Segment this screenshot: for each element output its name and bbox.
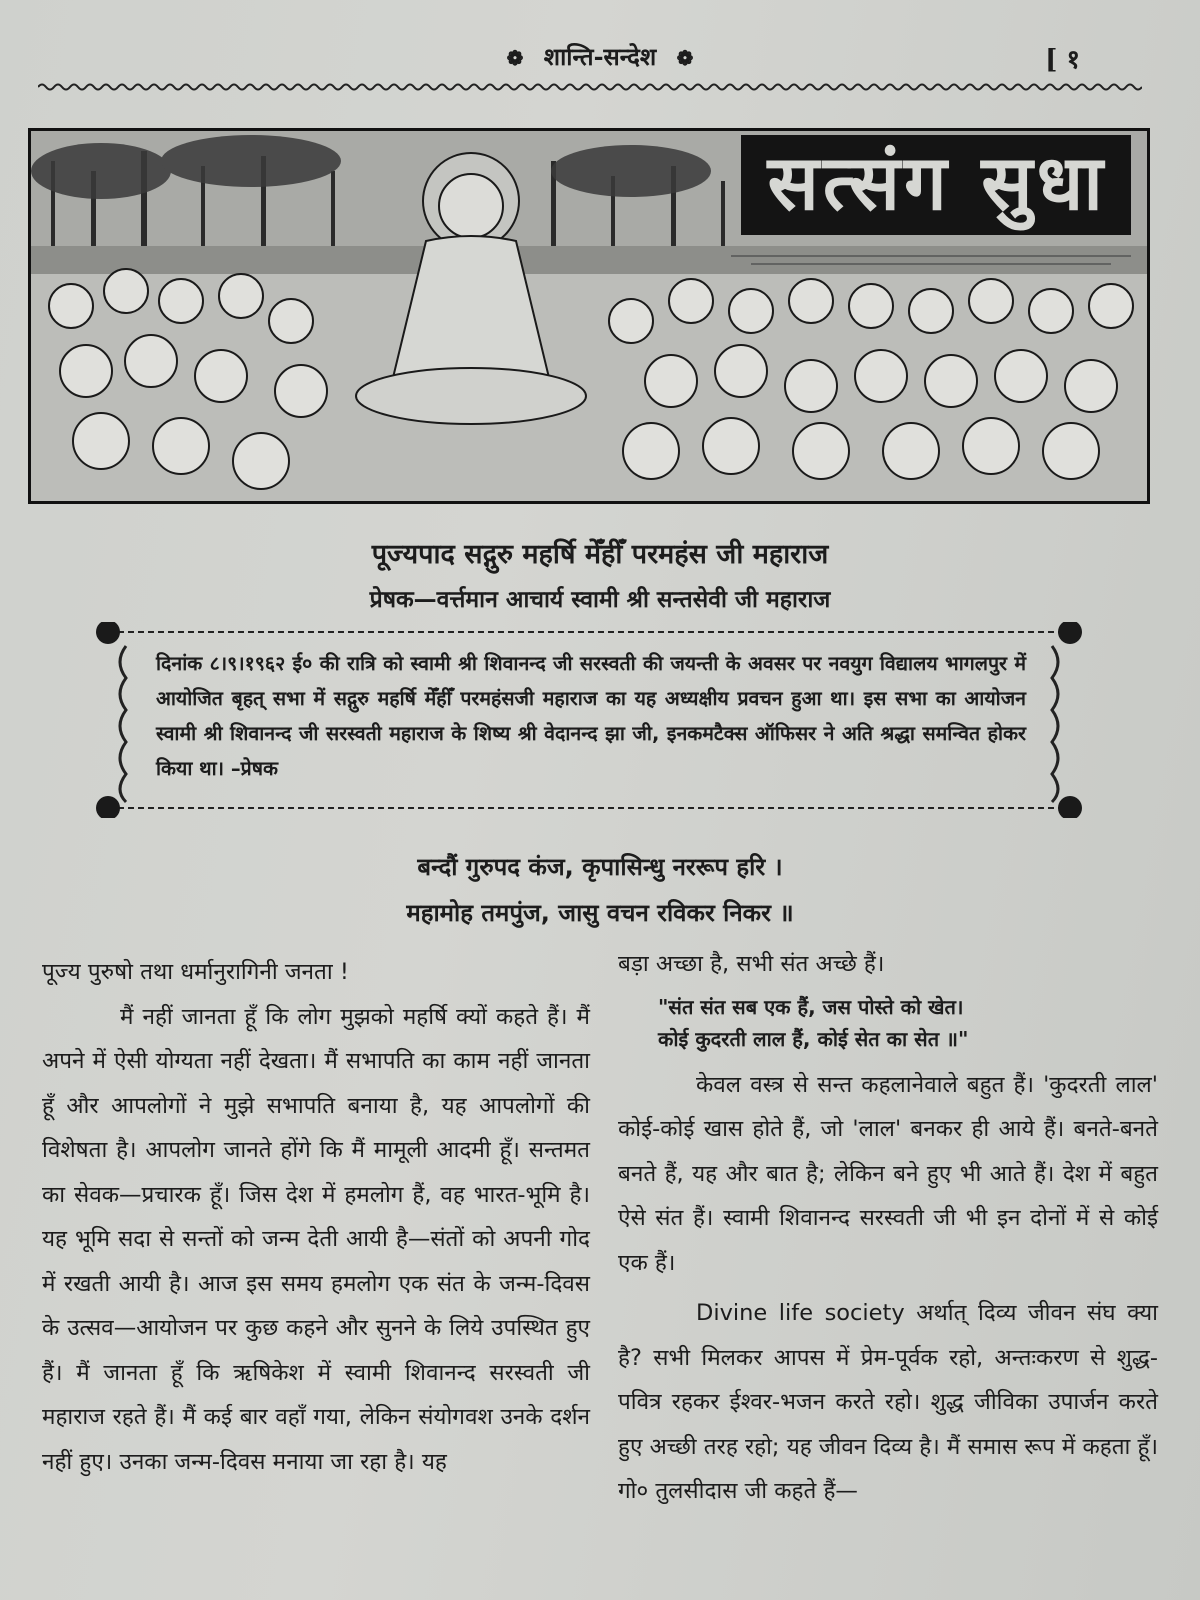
body-paragraph: मैं नहीं जानता हूँ कि लोग मुझको महर्षि क्यों कहते हैं। मैं अपने में ऐसी योग्यता नहीं देखता। मैं सभापति का काम नहीं जानता हूँ और आपलोगों ने मुझे सभापति बनाया है, यह आपलोगों की विशेषता है। आपलोग जानते होंगे कि मैं मामूली आदमी हूँ। सन्तमत का सेवक—प्रचारक हूँ। जिस देश में हमलोग हैं, वह भारत-भूमि है। यह भूमि सदा से सन्तों को जन्म देती आयी है—संतों को अपनी गोद में रखती आयी है। आज इस समय हमलोग एक संत के जन्म-दिवस के उत्सव—आयोजन पर कुछ कहने और सुनने के लिये उपस्थित हुए हैं। मैं जानता हूँ कि ऋषिकेश में स्वामी शिवानन्द सरस्वती जी महाराज रहते हैं। मैं कई बार वहाँ गया, लेकिन संयोगवश उनके दर्शन नहीं हुए। उनका जन्म-दिवस मनाया जा रहा है। यह <box>42 1003 590 1475</box>
flower-ornament-icon: ❁ <box>676 46 694 70</box>
left-column <box>42 950 590 1484</box>
intro-box <box>96 622 1082 818</box>
running-head <box>0 40 1200 80</box>
body-paragraph: Divine life society अर्थात् दिव्य जीवन संघ क्या है? सभी मिलकर आपस में प्रेम-पूर्वक रहो, अन्तःकरण से शुद्ध-पवित्र रहकर ईश्वर-भजन करते रहो। शुद्ध जीविका उपार्जन करते हुए अच्छी तरह रहो; यह जीवन दिव्य है। मैं समास रूप में कहता हूँ। गो० तुलसीदास जी कहते हैं— <box>618 1300 1158 1504</box>
couplet-line-1: "संत संत सब एक हैं, जस पोस्ते को खेत। <box>658 994 964 1019</box>
body-paragraph: केवल वस्त्र से सन्त कहलानेवाले बहुत हैं। 'कुदरती लाल' कोई-कोई खास होते हैं, जो 'लाल' बनकर ही आये हैं। बनते-बनते बनते हैं, यह और बात है; लेकिन बने हुए भी आते हैं। देश में बहुत ऐसे संत हैं। स्वामी शिवानन्द सरस्वती जी भी इन दोनों में से कोई एक हैं। <box>618 1071 1158 1276</box>
couplet-quote <box>618 991 1158 1055</box>
article-title: पूज्यपाद सद्गुरु महर्षि मेँहीँ परमहंस जी महाराज <box>371 539 829 570</box>
page-number: [ १ <box>1045 45 1080 75</box>
body-paragraph: बड़ा अच्छा है, सभी संत अच्छे हैं। <box>618 951 885 977</box>
header-rule <box>38 82 1142 92</box>
verse-line-2: महामोह तमपुंज, जासु वचन रविकर निकर ॥ <box>406 899 794 927</box>
right-column <box>618 942 1158 1514</box>
invocation-verse <box>0 844 1200 936</box>
running-title: शान्ति-सन्देश <box>543 42 657 71</box>
verse-line-1: बन्दौं गुरुपद कंज, कृपासिन्धु नररूप हरि । <box>417 853 783 881</box>
salutation: पूज्य पुरुषो तथा धर्मानुरागिनी जनता ! <box>42 959 349 985</box>
banner-title: सत्संग सुधा <box>741 135 1131 235</box>
article-byline: प्रेषक—वर्त्तमान आचार्य स्वामी श्री सन्तसेवी जी महाराज <box>369 587 831 613</box>
intro-paragraph: दिनांक ८।९।१९६२ ई० की रात्रि को स्वामी श्री शिवानन्द जी सरस्वती की जयन्ती के अवसर पर नवयुग विद्यालय भागलपुर में आयोजित बृहत् सभा में सद्गुरु महर्षि मेँहीँ परमहंसजी महाराज का यह अध्यक्षीय प्रवचन हुआ था। इस सभा का आयोजन स्वामी श्री शिवानन्द जी सरस्वती महाराज के शिष्य श्री वेदानन्द झा जी, इनकमटैक्स ऑफिसर ने अति श्रद्धा समन्वित होकर किया था। –प्रेषक <box>156 652 1026 780</box>
banner-illustration <box>28 128 1150 504</box>
couplet-line-2: कोई कुदरती लाल हैं, कोई सेत का सेत ॥" <box>658 1026 969 1051</box>
flower-ornament-icon: ❁ <box>506 46 524 70</box>
